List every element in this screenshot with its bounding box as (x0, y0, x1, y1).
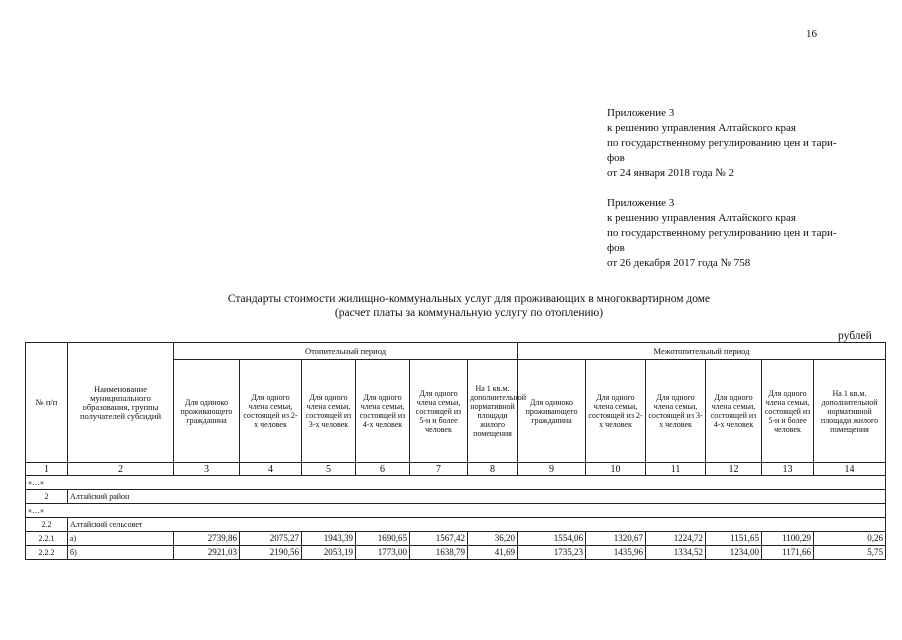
column-number: 5 (302, 463, 356, 476)
column-number: 3 (174, 463, 240, 476)
header-row-periods (26, 343, 886, 360)
annex-block (607, 106, 877, 181)
table-row (26, 532, 886, 546)
value-cell: 2053,19 (302, 546, 356, 560)
column-number: 10 (586, 463, 646, 476)
title-line: Стандарты стоимости жилищно-коммунальных услуг для проживающих в многоквартирном доме (227, 293, 711, 305)
column-number: 14 (814, 463, 886, 476)
ellipsis-cell: «…» (26, 476, 886, 490)
column-number: 1 (26, 463, 68, 476)
value-cell: 1234,00 (706, 546, 762, 560)
annex-line: от 24 января 2018 года № 2 (607, 167, 734, 179)
value-cell: 2921,03 (174, 546, 240, 560)
value-cell: 2739,86 (174, 532, 240, 546)
header-col-11: Для одного члена семьи, состоящей из 3-х человек (646, 360, 706, 463)
row-name: а) (68, 532, 174, 546)
value-cell: 1690,65 (356, 532, 410, 546)
value-cell: 5,75 (814, 546, 886, 560)
header-num-col: № п/п (26, 343, 68, 463)
annex-line: к решению управления Алтайского края (607, 212, 796, 224)
row-name: б) (68, 546, 174, 560)
row-number: 2 (26, 490, 68, 504)
column-number: 7 (410, 463, 468, 476)
value-cell: 36,20 (468, 532, 518, 546)
header-col-9: Для одиноко проживающего гражданина (518, 360, 586, 463)
value-cell: 1554,06 (518, 532, 586, 546)
row-number: 2.2.1 (26, 532, 68, 546)
header-col-6: Для одного члена семьи, состоящей из 4-х человек (356, 360, 410, 463)
page-number: 16 (806, 28, 817, 40)
ellipsis-cell: «…» (26, 504, 886, 518)
value-cell: 1943,39 (302, 532, 356, 546)
column-number: 12 (706, 463, 762, 476)
value-cell: 1735,23 (518, 546, 586, 560)
header-col-3: Для одиноко проживающего гражданина (174, 360, 240, 463)
value-cell: 1224,72 (646, 532, 706, 546)
header-col-14: На 1 кв.м. дополнительной нормативной площади жилого помещения (814, 360, 886, 463)
row-name: Алтайский район (68, 490, 886, 504)
unit-label: рублей (838, 330, 872, 342)
column-number: 8 (468, 463, 518, 476)
annex-line: по государственному регулированию цен и тари- (607, 137, 837, 149)
column-number: 9 (518, 463, 586, 476)
annex-block (607, 196, 877, 271)
annex-line: фов (607, 152, 625, 164)
header-off-period: Межотопительный период (518, 343, 886, 360)
value-cell: 1567,42 (410, 532, 468, 546)
header-col-13: Для одного члена семьи, состоящей из 5-и и более человек (762, 360, 814, 463)
annex-line: фов (607, 242, 625, 254)
header-col-8: На 1 кв.м. дополнительной нормативной площади жилого помещения (468, 360, 518, 463)
header-col-10: Для одного члена семьи, состоящей из 2-х человек (586, 360, 646, 463)
row-name: Алтайский сельсовет (68, 518, 886, 532)
annex-line: от 26 декабря 2017 года № 758 (607, 257, 751, 269)
header-name-col: Наименование муниципального образования, группы получателей субсидий (68, 343, 174, 463)
annex-line: по государственному регулированию цен и тари- (607, 227, 837, 239)
column-number: 4 (240, 463, 302, 476)
header-heating-period: Отопительный период (174, 343, 518, 360)
table-row (26, 490, 886, 504)
value-cell: 1171,66 (762, 546, 814, 560)
header-col-5: Для одного члена семьи, состоящей из 3-х человек (302, 360, 356, 463)
annex-line: Приложение 3 (607, 107, 675, 119)
table-row (26, 476, 886, 490)
value-cell: 1334,52 (646, 546, 706, 560)
subtitle-line: (расчет платы за коммунальную услугу по отоплению) (334, 307, 604, 319)
value-cell: 1773,00 (356, 546, 410, 560)
document-title (0, 292, 902, 320)
column-number: 11 (646, 463, 706, 476)
value-cell: 0,26 (814, 532, 886, 546)
standards-table (25, 342, 886, 560)
value-cell: 1100,29 (762, 532, 814, 546)
table-row (26, 546, 886, 560)
value-cell: 1151,65 (706, 532, 762, 546)
value-cell: 2190,56 (240, 546, 302, 560)
column-number: 6 (356, 463, 410, 476)
value-cell: 1435,96 (586, 546, 646, 560)
value-cell: 2075,27 (240, 532, 302, 546)
value-cell: 1638,79 (410, 546, 468, 560)
annex-line: Приложение 3 (607, 197, 675, 209)
value-cell: 41,69 (468, 546, 518, 560)
row-number: 2.2 (26, 518, 68, 532)
header-row-numbers (26, 463, 886, 476)
column-number: 2 (68, 463, 174, 476)
header-col-4: Для одного члена семьи, состоящей из 2-х человек (240, 360, 302, 463)
value-cell: 1320,67 (586, 532, 646, 546)
header-col-7: Для одного члена семьи, состоящей из 5-и и более человек (410, 360, 468, 463)
column-number: 13 (762, 463, 814, 476)
header-col-12: Для одного члена семьи, состоящей из 4-х человек (706, 360, 762, 463)
table-row (26, 504, 886, 518)
annex-line: к решению управления Алтайского края (607, 122, 796, 134)
row-number: 2.2.2 (26, 546, 68, 560)
table-row (26, 518, 886, 532)
